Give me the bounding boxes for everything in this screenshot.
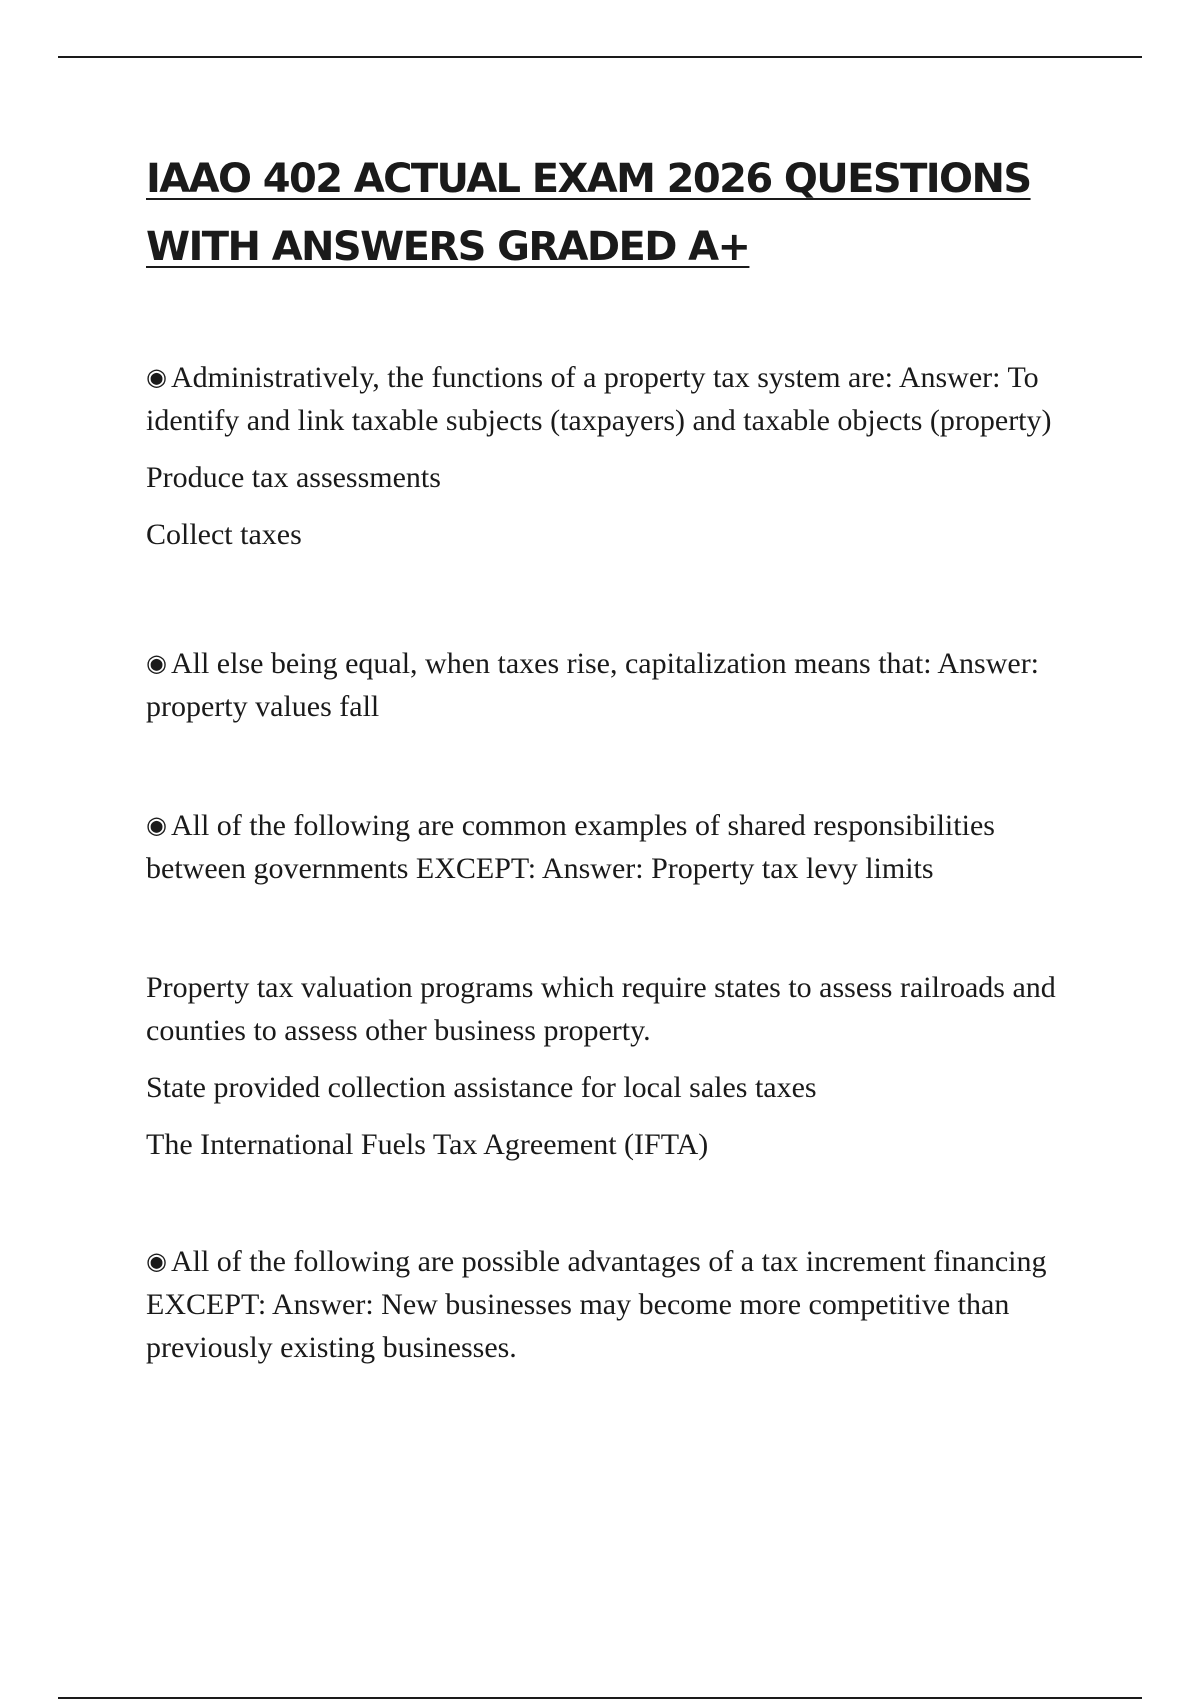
answer-item: State provided collection assistance for local sales taxes bbox=[146, 1071, 817, 1104]
title-line-1: IAAO 402 ACTUAL EXAM 2026 QUESTIONS bbox=[146, 156, 1031, 202]
radio-bullet-icon: ◉ bbox=[146, 811, 167, 839]
question-1 bbox=[146, 356, 1086, 442]
qa-block-4 bbox=[146, 966, 1086, 1166]
title-line-2: WITH ANSWERS GRADED A+ bbox=[146, 224, 750, 270]
footer-rule bbox=[58, 1697, 1142, 1699]
qa-block-3 bbox=[146, 804, 1086, 890]
answer-item: Property tax valuation programs which require states to assess railroads and counties to assess other business property. bbox=[146, 971, 1056, 1047]
answer-item: Collect taxes bbox=[146, 518, 302, 551]
question-3 bbox=[146, 804, 1086, 890]
question-5 bbox=[146, 1240, 1086, 1369]
answer-item: The International Fuels Tax Agreement (IFTA) bbox=[146, 1128, 709, 1161]
question-2 bbox=[146, 642, 1086, 728]
radio-bullet-icon: ◉ bbox=[146, 363, 167, 391]
qa-block-2 bbox=[146, 642, 1086, 728]
qa-block-1 bbox=[146, 356, 1086, 556]
question-5-text: All of the following are possible advantages of a tax increment financing EXCEPT: Answer: New businesses may become more competitive than previously existing businesses. bbox=[146, 1245, 1047, 1364]
qa-block-5 bbox=[146, 1240, 1086, 1369]
document-title bbox=[146, 145, 1106, 281]
radio-bullet-icon: ◉ bbox=[146, 1247, 167, 1275]
question-1-text: Administratively, the functions of a property tax system are: Answer: To identify and link taxable subjects (taxpayers) and taxable objects (property) bbox=[146, 361, 1052, 437]
qa-content bbox=[146, 356, 1086, 1369]
answer-item: Produce tax assessments bbox=[146, 461, 441, 494]
question-3-text: All of the following are common examples of shared responsibilities between governments EXCEPT: Answer: Property tax levy limits bbox=[146, 809, 995, 885]
question-2-text: All else being equal, when taxes rise, capitalization means that: Answer: property values fall bbox=[146, 647, 1040, 723]
radio-bullet-icon: ◉ bbox=[146, 649, 167, 677]
header-rule bbox=[58, 56, 1142, 58]
